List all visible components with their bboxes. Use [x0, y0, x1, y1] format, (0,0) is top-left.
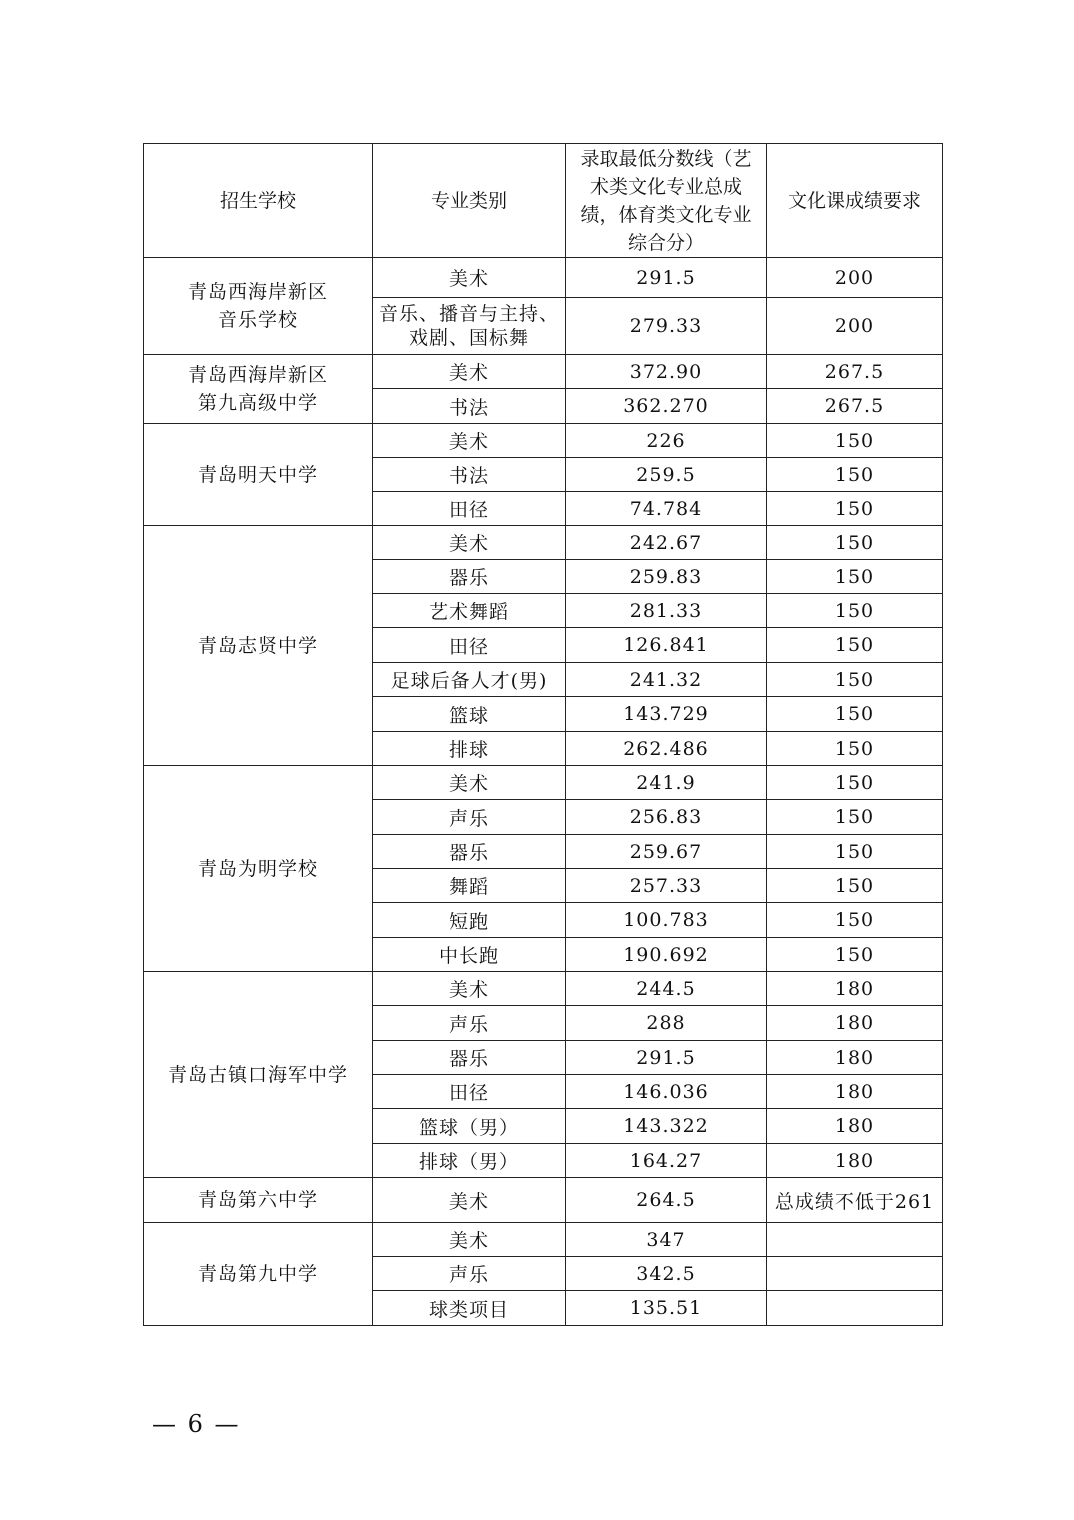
- score-cell: 244.5: [566, 972, 767, 1006]
- major-cell: 田径: [373, 492, 566, 526]
- header-school: 招生学校: [144, 144, 373, 258]
- header-culture: 文化课成绩要求: [767, 144, 943, 258]
- culture-cell: 150: [767, 903, 943, 938]
- table-row: [144, 355, 943, 389]
- culture-cell: 180: [767, 1109, 943, 1144]
- culture-cell: 150: [767, 869, 943, 903]
- score-cell: 362.270: [566, 389, 767, 424]
- major-cell: 美术: [373, 258, 566, 298]
- major-cell: 田径: [373, 628, 566, 663]
- major-cell: 书法: [373, 458, 566, 492]
- admission-score-table: [143, 143, 943, 1326]
- score-cell: 259.83: [566, 560, 767, 594]
- school-name: 青岛第六中学: [144, 1178, 373, 1223]
- culture-cell: [767, 1257, 943, 1291]
- major-cell: 声乐: [373, 1257, 566, 1291]
- culture-cell: 200: [767, 258, 943, 298]
- page-number: — 6 —: [152, 1410, 241, 1438]
- major-cell: 美术: [373, 424, 566, 458]
- school-name: 青岛明天中学: [144, 424, 373, 526]
- major-cell: 短跑: [373, 903, 566, 938]
- school-name: 青岛西海岸新区音乐学校: [144, 258, 373, 355]
- major-cell: 艺术舞蹈: [373, 594, 566, 628]
- major-cell: 美术: [373, 1223, 566, 1257]
- score-cell: 135.51: [566, 1291, 767, 1326]
- score-cell: 291.5: [566, 258, 767, 298]
- score-cell: 347: [566, 1223, 767, 1257]
- culture-cell: 150: [767, 938, 943, 972]
- culture-cell: 150: [767, 835, 943, 869]
- culture-cell: [767, 1223, 943, 1257]
- culture-cell: 150: [767, 526, 943, 560]
- score-cell: 342.5: [566, 1257, 767, 1291]
- score-cell: 74.784: [566, 492, 767, 526]
- score-cell: 262.486: [566, 732, 767, 766]
- culture-cell: 267.5: [767, 389, 943, 424]
- culture-cell: 150: [767, 766, 943, 800]
- culture-cell: 总成绩不低于261: [767, 1178, 943, 1223]
- school-name: 青岛西海岸新区第九高级中学: [144, 355, 373, 424]
- culture-cell: 180: [767, 1041, 943, 1075]
- major-cell: 声乐: [373, 1006, 566, 1041]
- score-cell: 126.841: [566, 628, 767, 663]
- score-cell: 291.5: [566, 1041, 767, 1075]
- score-cell: 264.5: [566, 1178, 767, 1223]
- header-score: 录取最低分数线（艺术类文化专业总成绩，体育类文化专业综合分）: [566, 144, 767, 258]
- major-cell: 器乐: [373, 835, 566, 869]
- culture-cell: 150: [767, 663, 943, 697]
- score-cell: 257.33: [566, 869, 767, 903]
- score-cell: 288: [566, 1006, 767, 1041]
- score-cell: 241.9: [566, 766, 767, 800]
- score-cell: 281.33: [566, 594, 767, 628]
- table-row: [144, 526, 943, 560]
- score-cell: 146.036: [566, 1075, 767, 1109]
- culture-cell: 150: [767, 492, 943, 526]
- culture-cell: 150: [767, 458, 943, 492]
- score-cell: 242.67: [566, 526, 767, 560]
- table-row: [144, 972, 943, 1006]
- major-cell: 篮球: [373, 697, 566, 732]
- culture-cell: 150: [767, 628, 943, 663]
- major-cell: 书法: [373, 389, 566, 424]
- culture-cell: 150: [767, 594, 943, 628]
- major-cell: 美术: [373, 972, 566, 1006]
- score-cell: 259.5: [566, 458, 767, 492]
- table-row: [144, 766, 943, 800]
- score-cell: 164.27: [566, 1144, 767, 1178]
- score-cell: 241.32: [566, 663, 767, 697]
- major-cell: 篮球（男）: [373, 1109, 566, 1144]
- culture-cell: [767, 1291, 943, 1326]
- culture-cell: 180: [767, 1006, 943, 1041]
- culture-cell: 150: [767, 800, 943, 835]
- table-row: [144, 1223, 943, 1257]
- score-cell: 143.729: [566, 697, 767, 732]
- score-cell: 259.67: [566, 835, 767, 869]
- score-cell: 100.783: [566, 903, 767, 938]
- score-cell: 226: [566, 424, 767, 458]
- major-cell: 球类项目: [373, 1291, 566, 1326]
- table-row: [144, 258, 943, 298]
- major-cell: 田径: [373, 1075, 566, 1109]
- score-cell: 279.33: [566, 298, 767, 355]
- major-cell: 足球后备人才(男): [373, 663, 566, 697]
- score-cell: 143.322: [566, 1109, 767, 1144]
- score-cell: 372.90: [566, 355, 767, 389]
- culture-cell: 180: [767, 972, 943, 1006]
- culture-cell: 180: [767, 1075, 943, 1109]
- major-cell: 器乐: [373, 560, 566, 594]
- major-cell: 声乐: [373, 800, 566, 835]
- major-cell: 中长跑: [373, 938, 566, 972]
- school-name: 青岛志贤中学: [144, 526, 373, 766]
- school-name: 青岛为明学校: [144, 766, 373, 972]
- culture-cell: 180: [767, 1144, 943, 1178]
- culture-cell: 150: [767, 732, 943, 766]
- school-name: 青岛古镇口海军中学: [144, 972, 373, 1178]
- culture-cell: 200: [767, 298, 943, 355]
- culture-cell: 150: [767, 424, 943, 458]
- major-cell: 器乐: [373, 1041, 566, 1075]
- header-major: 专业类别: [373, 144, 566, 258]
- major-cell: 美术: [373, 766, 566, 800]
- table-row: [144, 424, 943, 458]
- culture-cell: 150: [767, 697, 943, 732]
- major-cell: 排球: [373, 732, 566, 766]
- culture-cell: 150: [767, 560, 943, 594]
- major-cell: 美术: [373, 526, 566, 560]
- score-cell: 190.692: [566, 938, 767, 972]
- major-cell: 排球（男）: [373, 1144, 566, 1178]
- major-cell: 舞蹈: [373, 869, 566, 903]
- school-name: 青岛第九中学: [144, 1223, 373, 1326]
- header-row: [144, 144, 943, 258]
- table-row: [144, 1178, 943, 1223]
- major-cell: 音乐、播音与主持、戏剧、国标舞: [373, 298, 566, 355]
- score-cell: 256.83: [566, 800, 767, 835]
- major-cell: 美术: [373, 1178, 566, 1223]
- major-cell: 美术: [373, 355, 566, 389]
- culture-cell: 267.5: [767, 355, 943, 389]
